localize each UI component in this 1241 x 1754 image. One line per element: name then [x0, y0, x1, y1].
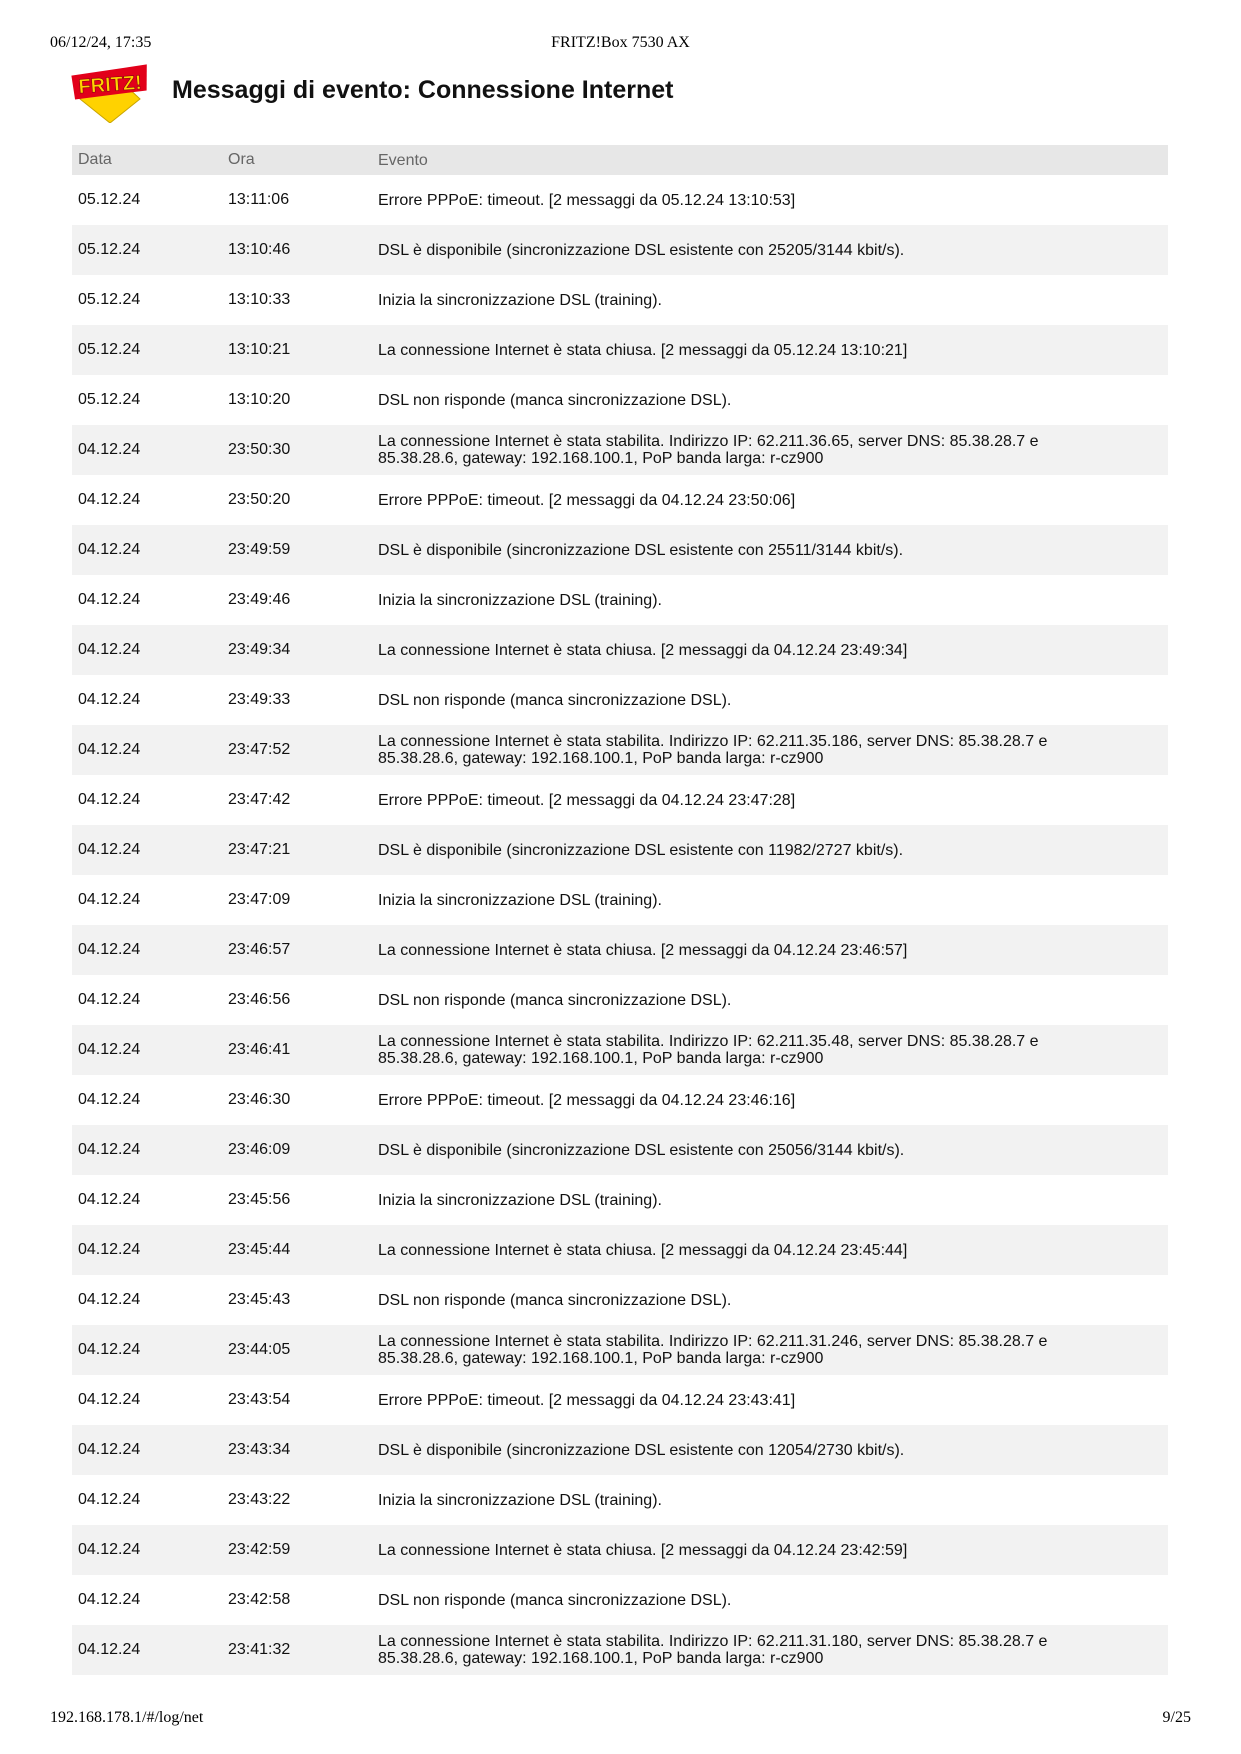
- table-row: [72, 1075, 1168, 1125]
- cell-event: DSL è disponibile (sincronizzazione DSL esistente con 25056/3144 kbit/s).: [378, 1141, 905, 1159]
- cell-event: Errore PPPoE: timeout. [2 messaggi da 04.12.24 23:46:16]: [378, 1091, 796, 1109]
- table-row: [72, 525, 1168, 575]
- cell-time: 23:47:09: [228, 891, 291, 908]
- cell-date: 04.12.24: [78, 1541, 141, 1558]
- cell-date: 04.12.24: [78, 841, 141, 858]
- cell-date: 04.12.24: [78, 1341, 141, 1358]
- cell-event: DSL non risponde (manca sincronizzazione DSL).: [378, 1591, 732, 1609]
- cell-event: DSL è disponibile (sincronizzazione DSL esistente con 11982/2727 kbit/s).: [378, 841, 904, 859]
- table-row: [72, 1475, 1168, 1525]
- cell-time: 23:49:59: [228, 541, 291, 558]
- cell-time: 23:47:52: [228, 741, 291, 758]
- cell-date: 04.12.24: [78, 741, 141, 758]
- cell-event: Errore PPPoE: timeout. [2 messaggi da 04.12.24 23:43:41]: [378, 1391, 796, 1409]
- table-row: [72, 1525, 1168, 1575]
- cell-event: La connessione Internet è stata stabilita. Indirizzo IP: 62.211.31.246, server DNS: 85.38.28.7 e 85.38.28.6, gateway: 192.168.100.1, PoP banda larga: r-cz900: [378, 1333, 1048, 1367]
- table-row: [72, 1425, 1168, 1475]
- table-row: [72, 1275, 1168, 1325]
- cell-event: La connessione Internet è stata stabilita. Indirizzo IP: 62.211.31.180, server DNS: 85.38.28.7 e 85.38.28.6, gateway: 192.168.100.1, PoP banda larga: r-cz900: [378, 1633, 1048, 1667]
- cell-time: 23:47:21: [228, 841, 291, 858]
- table-row: [72, 325, 1168, 375]
- cell-date: 04.12.24: [78, 1141, 141, 1158]
- table-row: [72, 875, 1168, 925]
- cell-time: 23:43:22: [228, 1491, 291, 1508]
- cell-date: 04.12.24: [78, 641, 141, 658]
- cell-time: 23:45:43: [228, 1291, 291, 1308]
- print-url: 192.168.178.1/#/log/net: [50, 1709, 204, 1726]
- cell-time: 23:49:46: [228, 591, 291, 608]
- cell-event: Inizia la sincronizzazione DSL (training).: [378, 591, 662, 609]
- print-document-title: FRITZ!Box 7530 AX: [551, 34, 690, 51]
- cell-time: 23:46:30: [228, 1091, 291, 1108]
- cell-time: 23:41:32: [228, 1641, 291, 1658]
- cell-event: DSL è disponibile (sincronizzazione DSL esistente con 25205/3144 kbit/s).: [378, 241, 905, 259]
- cell-event: La connessione Internet è stata chiusa. [2 messaggi da 04.12.24 23:46:57]: [378, 941, 908, 959]
- cell-event: DSL è disponibile (sincronizzazione DSL esistente con 25511/3144 kbit/s).: [378, 541, 904, 559]
- cell-date: 04.12.24: [78, 891, 141, 908]
- cell-event: Inizia la sincronizzazione DSL (training).: [378, 891, 662, 909]
- table-header: [72, 145, 1168, 175]
- cell-date: 04.12.24: [78, 591, 141, 608]
- cell-event: DSL è disponibile (sincronizzazione DSL esistente con 12054/2730 kbit/s).: [378, 1441, 905, 1459]
- cell-time: 13:10:33: [228, 291, 291, 308]
- table-row: [72, 375, 1168, 425]
- cell-date: 04.12.24: [78, 491, 141, 508]
- cell-time: 23:46:57: [228, 941, 291, 958]
- cell-date: 04.12.24: [78, 1591, 141, 1608]
- table-row: [72, 1575, 1168, 1625]
- cell-time: 13:10:21: [228, 341, 291, 358]
- cell-event: Errore PPPoE: timeout. [2 messaggi da 04.12.24 23:50:06]: [378, 491, 796, 509]
- table-row: [72, 725, 1168, 775]
- cell-time: 23:43:34: [228, 1441, 291, 1458]
- cell-event: Errore PPPoE: timeout. [2 messaggi da 05.12.24 13:10:53]: [378, 191, 796, 209]
- cell-time: 13:11:06: [228, 191, 290, 208]
- cell-time: 23:45:56: [228, 1191, 291, 1208]
- table-row: [72, 825, 1168, 875]
- cell-event: Errore PPPoE: timeout. [2 messaggi da 04.12.24 23:47:28]: [378, 791, 796, 809]
- column-header-event[interactable]: Evento: [378, 151, 428, 169]
- cell-time: 23:49:34: [228, 641, 291, 658]
- cell-time: 13:10:20: [228, 391, 291, 408]
- cell-date: 04.12.24: [78, 941, 141, 958]
- cell-time: 23:50:30: [228, 441, 291, 458]
- print-footer: [50, 1709, 1191, 1731]
- cell-date: 05.12.24: [78, 341, 141, 358]
- cell-event: La connessione Internet è stata stabilita. Indirizzo IP: 62.211.35.48, server DNS: 85.38.28.7 e 85.38.28.6, gateway: 192.168.100.1, PoP banda larga: r-cz900: [378, 1033, 1039, 1067]
- cell-date: 05.12.24: [78, 191, 141, 208]
- table-row: [72, 775, 1168, 825]
- table-row: [72, 225, 1168, 275]
- cell-event: DSL non risponde (manca sincronizzazione DSL).: [378, 991, 732, 1009]
- cell-time: 23:50:20: [228, 491, 291, 508]
- cell-event: Inizia la sincronizzazione DSL (training).: [378, 1191, 662, 1209]
- table-row: [72, 1025, 1168, 1075]
- table-row: [72, 1325, 1168, 1375]
- cell-event: La connessione Internet è stata chiusa. [2 messaggi da 05.12.24 13:10:21]: [378, 341, 908, 359]
- cell-event: La connessione Internet è stata chiusa. [2 messaggi da 04.12.24 23:42:59]: [378, 1541, 908, 1559]
- cell-date: 05.12.24: [78, 291, 141, 308]
- fritz-logo: [70, 63, 150, 123]
- table-row: [72, 425, 1168, 475]
- table-row: [72, 1225, 1168, 1275]
- cell-event: La connessione Internet è stata chiusa. [2 messaggi da 04.12.24 23:49:34]: [378, 641, 908, 659]
- logo-text: FRITZ!: [77, 71, 143, 99]
- cell-date: 04.12.24: [78, 991, 141, 1008]
- cell-date: 04.12.24: [78, 1291, 141, 1308]
- table-row: [72, 925, 1168, 975]
- cell-date: 04.12.24: [78, 541, 141, 558]
- page-title: Messaggi di evento: Connessione Internet: [172, 76, 674, 104]
- cell-event: La connessione Internet è stata chiusa. [2 messaggi da 04.12.24 23:45:44]: [378, 1241, 908, 1259]
- cell-date: 04.12.24: [78, 1641, 141, 1658]
- event-log-table: [72, 145, 1168, 1675]
- cell-event: DSL non risponde (manca sincronizzazione DSL).: [378, 391, 732, 409]
- cell-event: DSL non risponde (manca sincronizzazione DSL).: [378, 691, 732, 709]
- cell-event: La connessione Internet è stata stabilita. Indirizzo IP: 62.211.36.65, server DNS: 85.38.28.7 e 85.38.28.6, gateway: 192.168.100.1, PoP banda larga: r-cz900: [378, 433, 1039, 467]
- cell-time: 23:44:05: [228, 1341, 291, 1358]
- cell-time: 23:45:44: [228, 1241, 291, 1258]
- fritz-logo-icon: [70, 63, 150, 123]
- cell-date: 04.12.24: [78, 1091, 141, 1108]
- column-header-date[interactable]: Data: [78, 151, 112, 168]
- print-page-number: 9/25: [1162, 1709, 1191, 1726]
- cell-time: 23:46:56: [228, 991, 291, 1008]
- table-row: [72, 975, 1168, 1025]
- cell-date: 05.12.24: [78, 391, 141, 408]
- table-row: [72, 275, 1168, 325]
- table-row: [72, 175, 1168, 225]
- cell-date: 04.12.24: [78, 1041, 141, 1058]
- cell-date: 04.12.24: [78, 691, 141, 708]
- cell-date: 04.12.24: [78, 791, 141, 808]
- cell-date: 04.12.24: [78, 1491, 141, 1508]
- cell-date: 04.12.24: [78, 441, 141, 458]
- cell-time: 23:46:09: [228, 1141, 291, 1158]
- cell-date: 05.12.24: [78, 241, 141, 258]
- table-row: [72, 1175, 1168, 1225]
- table-row: [72, 1125, 1168, 1175]
- table-row: [72, 1375, 1168, 1425]
- print-datetime: 06/12/24, 17:35: [50, 34, 152, 51]
- cell-date: 04.12.24: [78, 1391, 141, 1408]
- cell-event: La connessione Internet è stata stabilita. Indirizzo IP: 62.211.35.186, server DNS: 85.38.28.7 e 85.38.28.6, gateway: 192.168.100.1, PoP banda larga: r-cz900: [378, 733, 1048, 767]
- table-row: [72, 625, 1168, 675]
- print-header: [50, 34, 1191, 56]
- cell-date: 04.12.24: [78, 1191, 141, 1208]
- cell-event: Inizia la sincronizzazione DSL (training).: [378, 291, 662, 309]
- table-row: [72, 475, 1168, 525]
- cell-date: 04.12.24: [78, 1441, 141, 1458]
- column-header-time[interactable]: Ora: [228, 151, 255, 168]
- cell-date: 04.12.24: [78, 1241, 141, 1258]
- cell-time: 23:46:41: [228, 1041, 291, 1058]
- cell-time: 23:49:33: [228, 691, 291, 708]
- cell-time: 23:43:54: [228, 1391, 291, 1408]
- table-body: [72, 175, 1168, 1675]
- cell-time: 23:47:42: [228, 791, 291, 808]
- table-row: [72, 575, 1168, 625]
- cell-event: DSL non risponde (manca sincronizzazione DSL).: [378, 1291, 732, 1309]
- cell-time: 13:10:46: [228, 241, 291, 258]
- cell-time: 23:42:58: [228, 1591, 291, 1608]
- table-row: [72, 675, 1168, 725]
- cell-time: 23:42:59: [228, 1541, 291, 1558]
- cell-event: Inizia la sincronizzazione DSL (training).: [378, 1491, 662, 1509]
- table-row: [72, 1625, 1168, 1675]
